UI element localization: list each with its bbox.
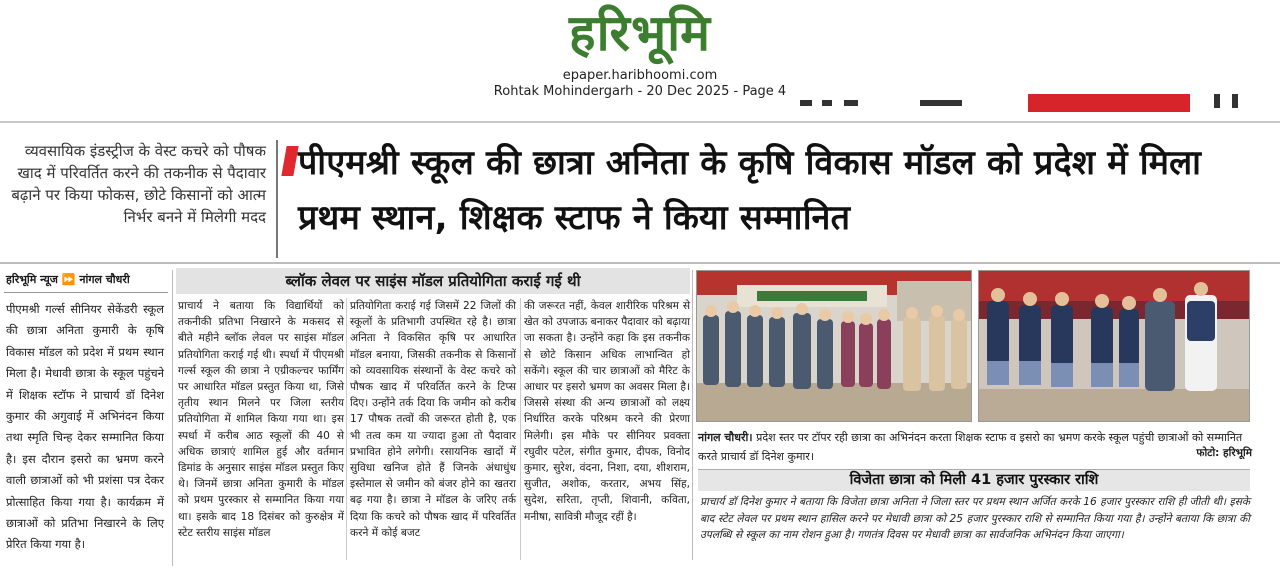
column-divider — [346, 298, 347, 560]
caption-text: प्रदेश स्तर पर टॉपर रही छात्रा का अभिनंदन करता शिक्षक स्टाफ व इसरो का भ्रमण करके स्कूल पहुंची छात्राओं को सम्मानित करते प्राचार्य डॉ दिनेश कुमार। — [698, 431, 1243, 463]
prize-paragraph: प्राचार्य डॉ दिनेश कुमार ने बताया कि विजेता छात्रा अनिता ने जिला स्तर पर प्रथम स्थान अर्जित करके 16 हजार पुरस्कार राशि ही जीती थी। इसके बाद स्टेट लेवल पर प्रथम स्थान हासिल करने पर मेधावी छात्रा को 25 हजार पुरस्कार राशि से सम्मानित किया गया है। उन्होंने बताया कि छात्रा की उपलब्धि से स्कूल का नाम रोशन हुआ है। गणतंत्र दिवस पर मेधावी छात्रा का सार्वजनिक अभिनंदन किया जाएगा। — [700, 496, 1250, 542]
byline-place: नांगल चौधरी — [79, 273, 130, 286]
ceremony-photo-illustration — [697, 271, 972, 422]
byline-arrow-icon: ⏩ — [61, 273, 76, 286]
headline-divider — [0, 262, 1280, 264]
site-url[interactable]: epaper.haribhoomi.com — [562, 68, 718, 83]
story-subhead: ब्लॉक लेवल पर साइंस मॉडल प्रतियोगिता कराई गई थी — [285, 272, 581, 290]
column-divider — [692, 270, 693, 560]
body-column-3: की जरूरत नहीं, केवल शारीरिक परिश्रम से खेत को उपजाऊ बनाकर पैदावार को बढ़ाया जा सकता है। उन्होंने कहा कि इस तकनीक से छोटे किसान अधिक लाभान्वित हो सकेंगे। स्कूल की चार छात्राओं को मैरिट के आधार पर इसरो भ्रमण का अवसर मिला है। जिससे संस्था की अन्य छात्राओं को लक्ष्य निर्धारित करके परिश्रम करने की प्रेरणा मिलेगी। इस मौके पर सीनियर प्रवक्ता रघुवीर पटेल, संगीत कुमार, दीपक, विनोद कुमार, सुरेश, वंदना, निशा, दया, शीशराम, सुजीत, अशोक, करतार, अभय सिंह, सुदेश, सरिता, तृप्ती, शिवानी, कविता, मनीषा, सावित्री मौजूद रहीं है। — [524, 300, 690, 523]
byline-rule — [4, 292, 168, 293]
photo-credit: फोटो: हरिभूमि — [1196, 447, 1252, 459]
masthead — [0, 0, 1280, 118]
story-headline: पीएमश्री स्कूल की छात्रा अनिता के कृषि विकास मॉडल को प्रदेश में मिला प्रथम स्थान, शिक्षक स्टाफ ने किया सम्मानित — [298, 143, 1202, 238]
ceremony-group-photo[interactable] — [696, 270, 972, 422]
caption-dateline: नांगल चौधरी। — [698, 431, 753, 444]
column-divider — [520, 298, 521, 560]
body-column-2: प्रतियोगिता कराई गई जिसमें 22 जिलों की स्कूलों के प्रतिभागी उपस्थित रहे है। छात्रा अनिता ने विकसित कृषि पर आधारित मॉडल बनाया, जिसकी तकनीक से किसानों को व्यवसायिक संस्थानों के वेस्ट कचरे को पौषक खाद में परिवर्तित करने के टिप्स दिए। उन्होंने तर्क दिया कि जमीन को करीब 17 पौषक तत्वों की जरूरत होती है, एक भी तत्व कम या ज्यादा हुआ तो पैदावार प्रभावित होने लगेगी। रसायनिक खादों में सुविधा खनिज होते हैं जिनके अंधाधुंध इस्तेमाल से जमीन को बंजर होने का खतरा बढ़ गया है। छात्रा ने मॉडल के जरिए तर्क दिया कि कचरे को पौषक खाद में परिवर्तित करने में कोई बजट — [350, 300, 516, 539]
students-photo-illustration — [979, 271, 1250, 422]
byline-agency: हरिभूमि न्यूज — [6, 273, 58, 286]
haribhoomi-logo[interactable] — [528, 2, 752, 64]
students-with-principal-photo[interactable] — [978, 270, 1250, 422]
byline — [6, 272, 168, 287]
headline-accent-mark — [281, 146, 298, 176]
prize-headline: विजेता छात्रा को मिली 41 हजार पुरस्कार राशि — [849, 472, 1099, 488]
lead-paragraph: पीएमश्री गर्ल्स सीनियर सेकेंडरी स्कूल की छात्रा अनिता कुमारी के कृषि विकास मॉडल को प्रदेश में प्रथम स्थान मिला है। मेधावी छात्रा के स्कूल पहुंचने में शिक्षक स्टॉफ ने प्राचार्य डॉ दिनेश कुमार की अगुवाई में अभिनंदन किया तथा स्मृति चिन्ह देकर सम्मानित किया है। इस दौरान इसरो का भ्रमण करने वाली छात्राओं को भी प्रशंसा पत्र देकर प्रोत्साहित किया गया है। कार्यक्रम में छात्राओं को प्रतिभा निखारने के लिए प्रेरित किया गया है। — [6, 302, 164, 552]
cropped-header-strip — [800, 94, 1240, 116]
body-column-1: प्राचार्य ने बताया कि विद्यार्थियों को तकनीकी प्रतिभा निखारने के मकसद से बीते महीने ब्लॉक लेवल पर साइंस मॉडल प्रतियोगिता कराई गई थी। स्पर्धा में पीएमश्री गर्ल्स स्कूल की छात्रा ने एग्रीकल्चर फार्मिंग पर आधारित मॉडल प्रस्तुत किया था, जिसे तृतीय स्थान मिलने पर जिला स्तरीय प्रतियोगिता में शामिल किया गया था। इस स्पर्धा में करीब आठ स्कूलों की 40 से अधिक छात्राएं शामिल हुई और वर्तमान डिमांड के अनुसार साइंस मॉडल प्रस्तुत किए थे। जिनमें छात्रा अनिता कुमारी के मॉडल को प्रथम पुरस्कार से सम्मानित किया गया था। इसके बाद 18 दिसंबर को कुरुक्षेत्र में स्टेट स्तरीय साइंस मॉडल — [178, 300, 344, 539]
kicker-divider — [276, 140, 278, 258]
edition-date-page: Rohtak Mohindergarh - 20 Dec 2025 - Page 4 — [493, 84, 787, 99]
story-kicker: व्यवसायिक इंडस्ट्रीज के वेस्ट कचरे को पौषक खाद में परिवर्तित करने की तकनीक से पैदावार बढ़ाने पर किया फोकस, छोटे किसानों को आत्म निर्भर बनने में मिलेगी मदद — [11, 142, 266, 226]
top-divider — [0, 121, 1280, 123]
column-divider — [172, 270, 173, 566]
logo-wordmark: हरिभूमि — [569, 4, 711, 62]
